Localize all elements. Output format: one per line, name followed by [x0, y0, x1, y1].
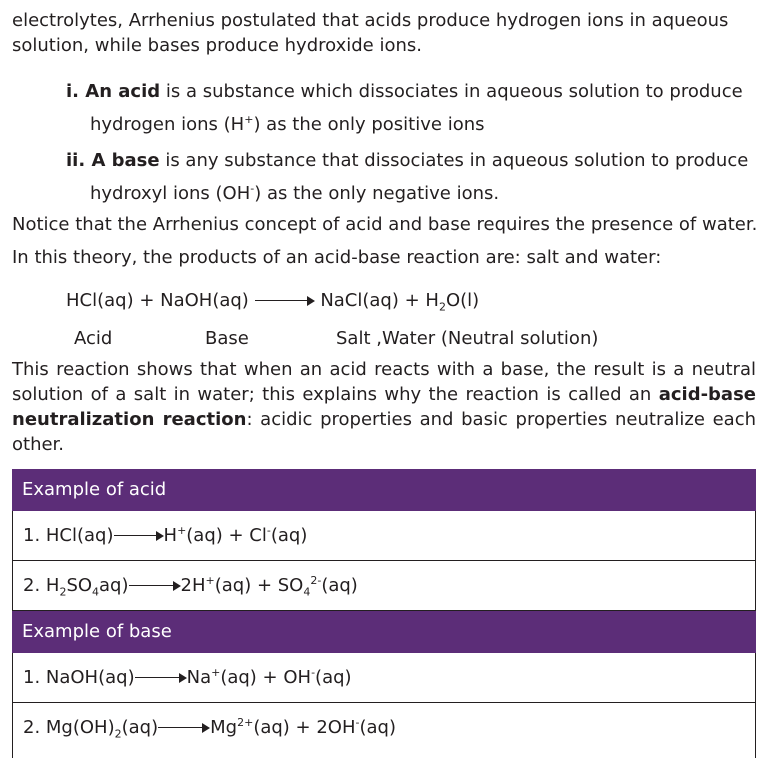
acid-examples-header: Example of acid	[12, 469, 756, 511]
base-example-2-product: Mg	[210, 717, 238, 738]
base-definition-text-2a: hydroxyl ions (OH	[90, 183, 251, 204]
acid-example-row-1	[12, 511, 756, 561]
base-example-1-product: Na	[186, 667, 212, 688]
acid-example-2-product: 2H	[180, 575, 206, 596]
acid-example-1-product: (aq)	[270, 525, 308, 546]
acid-example-1-product: H	[163, 525, 178, 546]
subscript: 4	[92, 585, 100, 599]
equation-reactants: HCl(aq) + NaOH(aq)	[66, 290, 249, 311]
acid-definition-text-2b: ) as the only positive ions	[253, 114, 485, 135]
conclusion-part-1: This reaction shows that when an acid reacts with a base, the result is a neutral solution of a salt in water; this explains why the reaction is called an	[12, 359, 756, 405]
ion-charge: -	[311, 666, 316, 679]
hydroxyl-ion-charge: -	[250, 182, 255, 195]
water-subscript: 2	[438, 300, 446, 314]
conclusion-key-term: acid-base neutralization reaction	[12, 384, 756, 430]
base-definition-text-2b: ) as the only negative ions.	[254, 183, 500, 204]
acid-definition-text-1: is a substance which dissociates in aqueous solution to produce	[160, 81, 743, 102]
acid-example-1-reactant: 1. HCl(aq)	[23, 525, 114, 546]
ion-charge: -	[355, 716, 360, 729]
label-products: Salt ,Water (Neutral solution)	[336, 328, 599, 349]
ion-charge: -	[266, 524, 271, 537]
base-example-row-2	[12, 703, 756, 758]
reaction-arrow-icon	[158, 723, 210, 733]
acid-definition-text-2a: hydrogen ions (H	[90, 114, 245, 135]
reaction-arrow-icon	[129, 581, 181, 591]
base-example-2-reactant: (aq)	[121, 717, 159, 738]
intro-paragraph	[12, 8, 728, 58]
base-definition	[66, 148, 756, 206]
base-example-row-1	[12, 653, 756, 703]
notice-line: Notice that the Arrhenius concept of acid and base requires the presence of water.	[12, 214, 758, 235]
base-example-1-product: (aq)	[315, 667, 352, 688]
base-example-2-product: (aq)	[359, 717, 396, 738]
base-example-2-product: (aq) + 2OH	[253, 717, 356, 738]
acid-definition-marker: i. An acid	[66, 81, 161, 102]
ion-charge: +	[211, 666, 221, 679]
intro-line-2: solution, while bases produce hydroxide ions.	[12, 35, 422, 56]
ion-charge: 2+	[237, 716, 254, 729]
conclusion-part-2: : acidic properties and basic properties neutralize each other.	[12, 409, 756, 455]
conclusion-paragraph	[12, 357, 756, 457]
acid-definition	[66, 79, 756, 137]
reaction-arrow-icon	[255, 296, 315, 306]
equation-product-a: NaCl(aq) + H	[320, 290, 439, 311]
reaction-arrow-icon	[114, 531, 164, 541]
subscript: 2	[59, 585, 67, 599]
examples-table	[12, 469, 756, 758]
base-definition-text-1: is any substance that dissociates in aqueous solution to produce	[159, 150, 749, 171]
acid-example-2-reactant: SO	[66, 575, 93, 596]
ion-charge: +	[205, 574, 215, 587]
reaction-arrow-icon	[135, 673, 187, 683]
label-base: Base	[205, 328, 249, 349]
base-examples-header: Example of base	[12, 611, 756, 653]
equation-product-b: O(l)	[445, 290, 480, 311]
subscript: 4	[303, 585, 311, 599]
neutralization-equation	[66, 288, 479, 313]
theory-line: In this theory, the products of an acid-base reaction are: salt and water:	[12, 247, 662, 268]
acid-example-2-reactant: 2. H	[23, 575, 60, 596]
ion-charge: 2-	[310, 574, 322, 587]
acid-example-row-2	[12, 561, 756, 611]
base-example-1-reactant: 1. NaOH(aq)	[23, 667, 135, 688]
acid-example-2-product: (aq) + SO	[214, 575, 304, 596]
hydrogen-ion-charge: +	[244, 113, 254, 126]
base-example-1-product: (aq) + OH	[220, 667, 312, 688]
acid-example-1-product: (aq) + Cl	[186, 525, 267, 546]
subscript: 2	[114, 727, 122, 741]
ion-charge: +	[177, 524, 187, 537]
acid-example-2-reactant: aq)	[99, 575, 129, 596]
acid-example-2-product: (aq)	[321, 575, 358, 596]
base-definition-marker: ii. A base	[66, 150, 160, 171]
base-example-2-reactant: 2. Mg(OH)	[23, 717, 115, 738]
label-acid: Acid	[74, 328, 113, 349]
intro-line-1: electrolytes, Arrhenius postulated that acids produce hydrogen ions in aqueous	[12, 10, 729, 31]
